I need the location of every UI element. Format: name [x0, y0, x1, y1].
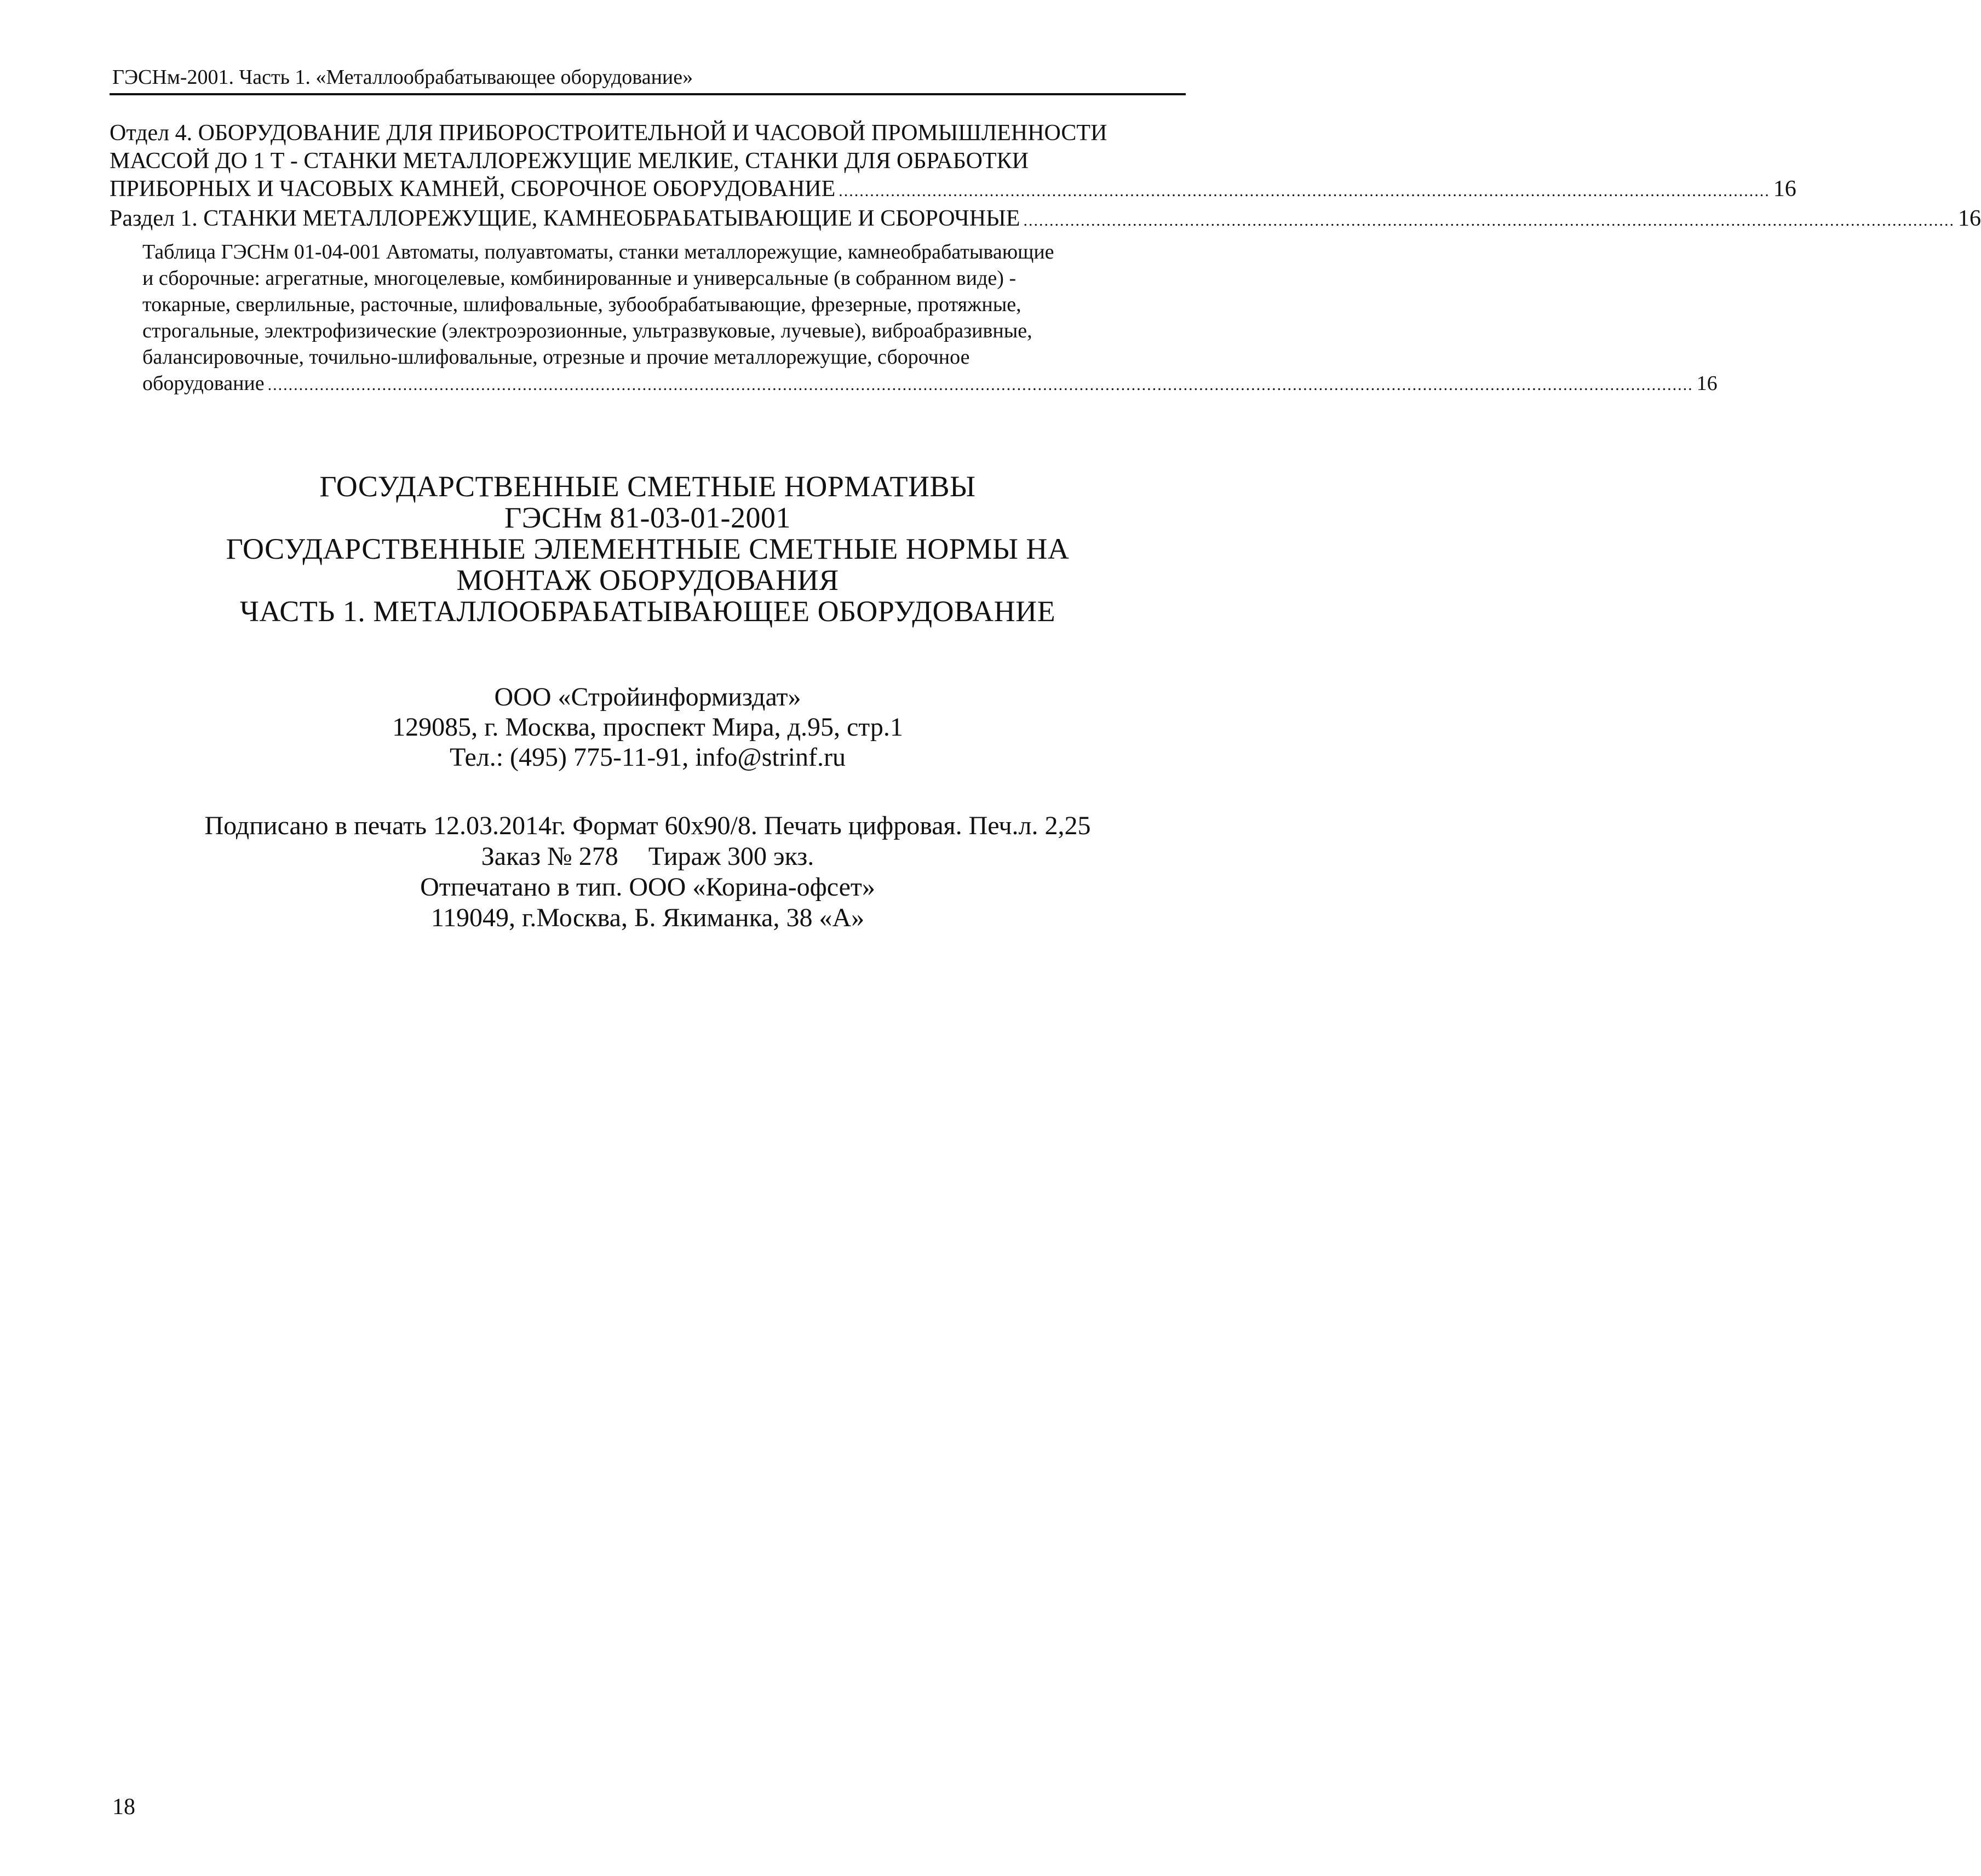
publisher-name: ООО «Стройинформиздат»: [494, 682, 801, 712]
imprint-order: Заказ № 278: [481, 842, 618, 871]
toc-line: токарные, сверлильные, расточные, шлифовальные, зубообрабатывающие, фрезерные, протяжные,: [142, 293, 1021, 316]
toc-page-number: 16: [1696, 372, 1718, 395]
toc-line: оборудование: [142, 372, 265, 395]
toc-lead-line: [110, 205, 1981, 234]
publisher-contacts: Тел.: (495) 775-11-91, info@strinf.ru: [449, 743, 846, 772]
header-rule: [110, 93, 1186, 95]
document-title-block: [110, 471, 1186, 627]
imprint-order-line: [110, 841, 1186, 872]
title-line: ГОСУДАРСТВЕННЫЕ ЭЛЕМЕНТНЫЕ СМЕТНЫЕ НОРМЫ НА: [226, 532, 1070, 565]
toc-line: Отдел 4. ОБОРУДОВАНИЕ ДЛЯ ПРИБОРОСТРОИТЕЛЬНОЙ И ЧАСОВОЙ ПРОМЫШЛЕННОСТИ: [110, 121, 1107, 146]
imprint-printer-address: 119049, г.Москва, Б. Якиманка, 38 «А»: [430, 903, 865, 932]
toc-entry-otdel-4[interactable]: [110, 119, 1796, 205]
title-line: ГЭСНм 81-03-01-2001: [504, 501, 791, 534]
toc-leader-dots: ...................................................................................................................................................................................: [839, 182, 1770, 200]
imprint-signed: Подписано в печать 12.03.2014г. Формат 60x90/8. Печать цифровая. Печ.л. 2,25: [204, 811, 1091, 840]
toc-line: Раздел 1. СТАНКИ МЕТАЛЛОРЕЖУЩИЕ, КАМНЕОБРАБАТЫВАЮЩИЕ И СБОРОЧНЫЕ: [110, 206, 1020, 231]
toc-entry-razdel-1[interactable]: [110, 205, 1981, 234]
title-line: ЧАСТЬ 1. МЕТАЛЛООБРАБАТЫВАЮЩЕЕ ОБОРУДОВАНИЕ: [239, 595, 1056, 628]
toc-line: балансировочные, точильно-шлифовальные, отрезные и прочие металлорежущие, сборочное: [142, 346, 970, 369]
title-line: МОНТАЖ ОБОРУДОВАНИЯ: [456, 564, 839, 596]
imprint-print-run: Тираж 300 экз.: [648, 842, 814, 871]
toc-lead-line: [110, 175, 1796, 205]
toc-line: ПРИБОРНЫХ И ЧАСОВЫХ КАМНЕЙ, СБОРОЧНОЕ ОБОРУДОВАНИЕ: [110, 176, 836, 202]
toc-line: строгальные, электрофизические (электроэрозионные, ультразвуковые, лучевые), виброабразивные,: [142, 319, 1032, 342]
imprint-printed-at: Отпечатано в тип. ООО «Корина-офсет»: [420, 873, 875, 902]
toc-page-number: 16: [1773, 176, 1796, 202]
toc-lead-line: [142, 370, 1718, 398]
toc-line: и сборочные: агрегатные, многоцелевые, комбинированные и универсальные (в собранном виде) -: [142, 267, 1017, 290]
table-of-contents: [110, 119, 1981, 398]
toc-page-number: 16: [1957, 206, 1981, 231]
imprint-block: [110, 811, 1186, 933]
toc-leader-dots: ..................................................................................................................................................................................................................................................................................: [267, 376, 1693, 394]
toc-line: Таблица ГЭСНм 01-04-001 Автоматы, полуавтоматы, станки металлорежущие, камнеобрабатывающие: [142, 240, 1054, 263]
running-header: ГЭСНм-2001. Часть 1. «Металлообрабатывающее оборудование»: [112, 66, 693, 89]
toc-entry-table-01-04-001[interactable]: [110, 239, 1718, 398]
page-number: 18: [112, 1794, 135, 1820]
toc-line: МАССОЙ ДО 1 Т - СТАНКИ МЕТАЛЛОРЕЖУЩИЕ МЕЛКИЕ, СТАНКИ ДЛЯ ОБРАБОТКИ: [110, 148, 1029, 174]
publisher-block: [110, 682, 1186, 772]
toc-leader-dots: ...................................................................................................................................................................................: [1023, 211, 1955, 230]
publisher-address: 129085, г. Москва, проспект Мира, д.95, стр.1: [392, 713, 903, 742]
title-line: ГОСУДАРСТВЕННЫЕ СМЕТНЫЕ НОРМАТИВЫ: [319, 470, 976, 503]
